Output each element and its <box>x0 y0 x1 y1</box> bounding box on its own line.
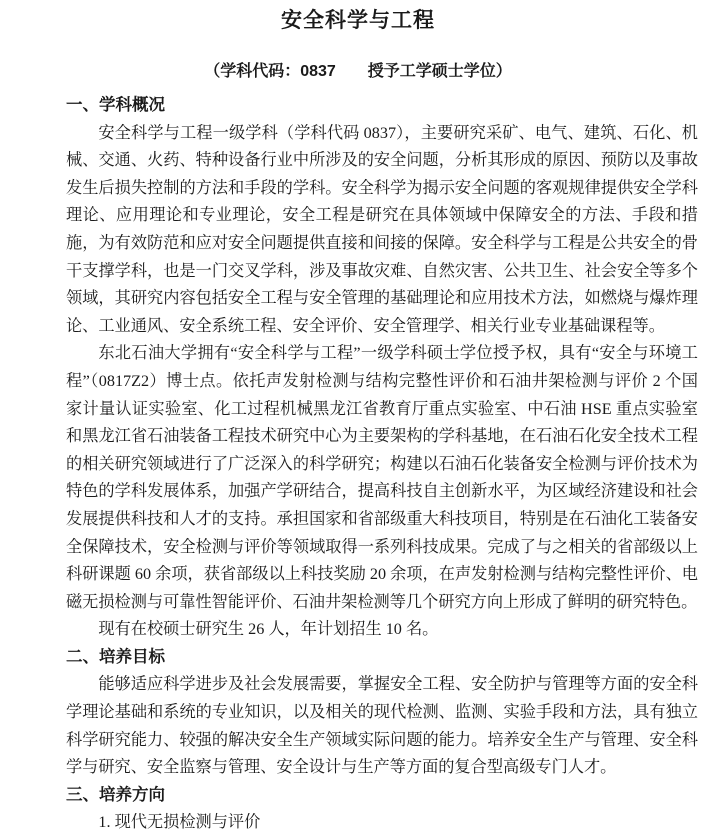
section-heading-training-directions: 三、培养方向 <box>66 785 165 804</box>
document-title: 安全科学与工程 <box>281 9 435 32</box>
paragraph-training-objectives: 能够适应科学进步及社会发展需要，掌握安全工程、安全防护与管理等方面的安全科学理论基础和系统的专业知识，以及相关的现代检测、监测、实验手段和方法，具有独立科学研究能力、较强的解决安全生产领域实际问题的能力。培养安全生产与管理、安全科学与研究、安全监察与管理、安全设计与生产等方面的复合型高级专门人才。 <box>66 675 698 777</box>
paragraph-enrollment-stats: 现有在校硕士研究生 26 人，年计划招生 10 名。 <box>98 620 439 639</box>
training-direction-item-1: 1. 现代无损检测与评价 <box>98 813 261 832</box>
section-heading-discipline-overview: 一、学科概况 <box>66 96 165 114</box>
section-heading-training-objectives: 二、培养目标 <box>66 647 165 666</box>
document-body <box>0 92 716 837</box>
paragraph-discipline-overview-2: 东北石油大学拥有“安全科学与工程”一级学科硕士学位授予权，具有“安全与环境工程”（0817Z2）博士点。依托声发射检测与结构完整性评价和石油井架检测与评价 2 个国家计量认证实验室、化工过程机械黑龙江省教育厅重点实验室、中石油 HSE 重点实验室和黑龙江省石油装备工程技术研究中心为主要架构的学科基地，在石油石化安全技术工程的相关研究领域进行了广泛深入的科学研究；构建以石油石化装备安全检测与评价技术为特色的学科发展体系，加强产学研结合，提高科技自主创新水平，为区域经济建设和社会发展提供科技和人才的支持。承担国家和省部级重大科技项目，特别是在石油化工装备安全保障技术，安全检测与评价等领域取得一系列科技成果。完成了与之相关的省部级以上科研课题 60 余项，获省部级以上科技奖励 20 余项，在声发射检测与结构完整性评价、电磁无损检测与可靠性智能评价、石油井架检测等几个研究方向上形成了鲜明的研究特色。 <box>66 344 698 611</box>
paragraph-discipline-overview-1: 安全科学与工程一级学科（学科代码 0837），主要研究采矿、电气、建筑、石化、机械、交通、火药、特种设备行业中所涉及的安全问题，分析其形成的原因、预防以及事故发生后损失控制的方法和手段的学科。安全科学为揭示安全问题的客观规律提供安全学科理论、应用理论和专业理论，安全工程是研究在具体领域中保障安全的方法、手段和措施，为有效防范和应对安全问题提供直接和间接的保障。安全科学与工程是公共安全的骨干支撑学科，也是一门交叉学科，涉及事故灾难、自然灾害、公共卫生、社会安全等多个领域，其研究内容包括安全工程与安全管理的基础理论和应用技术方法，如燃烧与爆炸理论、工业通风、安全系统工程、安全评价、安全管理学、相关行业专业基础课程等。 <box>66 123 698 335</box>
document-subtitle: （学科代码：0837 授予工学硕士学位） <box>204 63 512 80</box>
